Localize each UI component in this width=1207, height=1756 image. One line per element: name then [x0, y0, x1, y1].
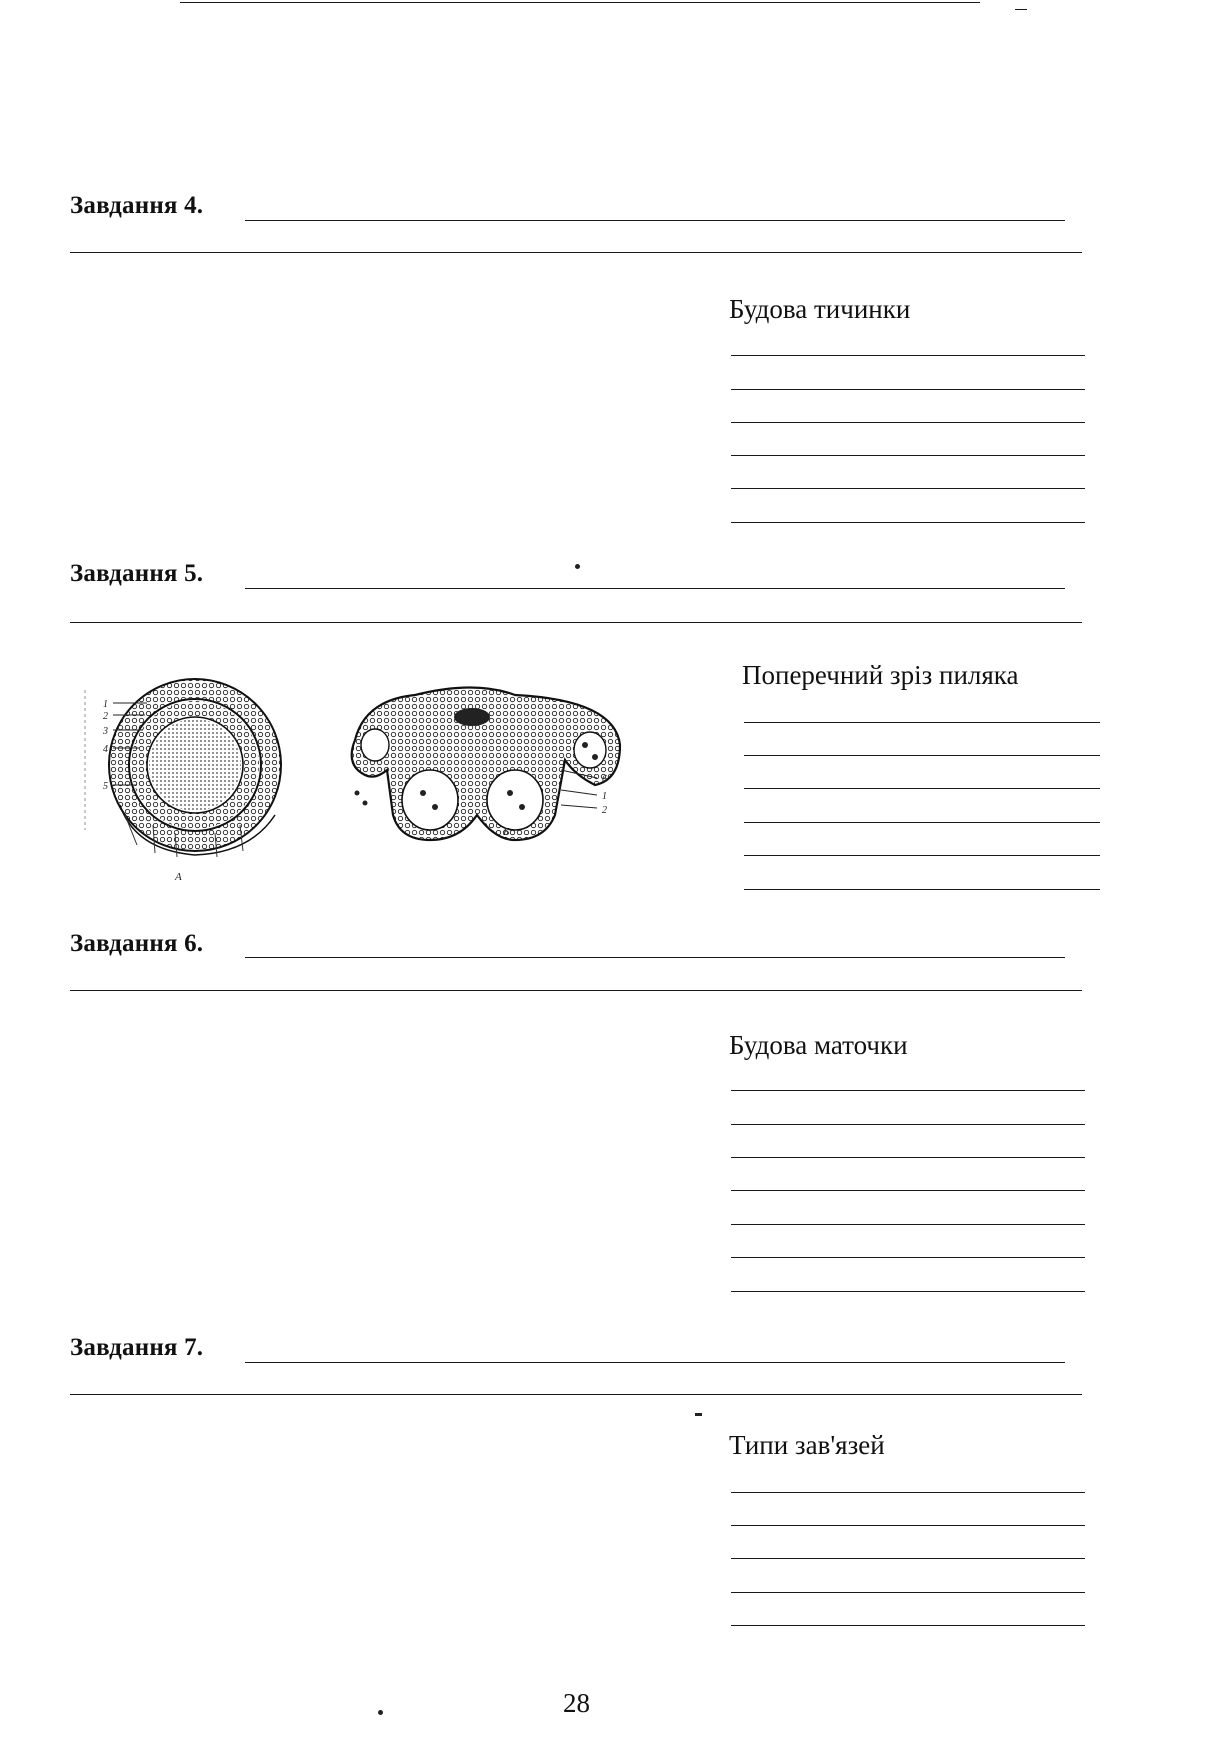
top-rule-dash: [1015, 9, 1027, 10]
task-7-label: Завдання 7.: [70, 1334, 204, 1361]
task-5-line[interactable]: [744, 889, 1100, 890]
panel-a-label: А: [175, 871, 182, 883]
task-6-line[interactable]: [731, 1157, 1085, 1158]
task-7-answer-line[interactable]: [245, 1362, 1065, 1363]
task-6-answer-line-2[interactable]: [70, 990, 1082, 991]
task-6-line[interactable]: [731, 1224, 1085, 1225]
task-7-caption: Типи зав'язей: [729, 1430, 885, 1460]
task-7-line[interactable]: [731, 1525, 1085, 1526]
task-7-answer-line-2[interactable]: [70, 1394, 1082, 1395]
task-5-label: Завдання 5.: [70, 560, 204, 587]
panel-b-anther: [352, 688, 620, 841]
task-4-line[interactable]: [731, 355, 1085, 356]
panel-b-label: Б: [503, 826, 510, 838]
task-4-line[interactable]: [731, 422, 1085, 423]
task-5-answer-line[interactable]: [245, 588, 1065, 589]
task-4-answer-line-2[interactable]: [70, 252, 1082, 253]
task-7-line[interactable]: [731, 1592, 1085, 1593]
task-4-line[interactable]: [731, 389, 1085, 390]
task-4-answer-line[interactable]: [245, 220, 1065, 221]
task-6-line[interactable]: [731, 1257, 1085, 1258]
scan-speck: [575, 564, 580, 569]
task-6-line[interactable]: [731, 1190, 1085, 1191]
task-6-answer-line[interactable]: [245, 957, 1065, 958]
task-6-caption: Будова маточки: [729, 1030, 908, 1060]
page-number: 28: [563, 1688, 590, 1718]
task-5-line[interactable]: [744, 755, 1100, 756]
task-4-label: Завдання 4.: [70, 192, 204, 219]
callout-a-1: 1: [103, 699, 108, 710]
callout-b-6: 6: [602, 774, 607, 785]
callout-b-1: 1: [602, 791, 607, 802]
task-7-line[interactable]: [731, 1558, 1085, 1559]
panel-a-pollen-sac: [85, 679, 281, 857]
callout-a-4: 4: [103, 744, 108, 755]
scan-speck: [378, 1710, 383, 1715]
task-5-answer-line-2[interactable]: [70, 622, 1082, 623]
task-7-line[interactable]: [731, 1492, 1085, 1493]
task-4-caption: Будова тичинки: [729, 294, 911, 324]
task-5-line[interactable]: [744, 822, 1100, 823]
task-6-label: Завдання 6.: [70, 930, 204, 957]
task-5-line[interactable]: [744, 722, 1100, 723]
task-5-line[interactable]: [744, 788, 1100, 789]
task-6-line[interactable]: [731, 1090, 1085, 1091]
anther-cross-section-figure: [75, 675, 645, 895]
task-5-line[interactable]: [744, 855, 1100, 856]
callout-a-2: 2: [103, 711, 108, 722]
task-4-line[interactable]: [731, 455, 1085, 456]
scan-mark: [695, 1413, 702, 1416]
top-rule: [180, 2, 980, 3]
task-6-line[interactable]: [731, 1124, 1085, 1125]
task-7-line[interactable]: [731, 1625, 1085, 1626]
task-6-line[interactable]: [731, 1291, 1085, 1292]
callout-a-5: 5: [103, 781, 108, 792]
callout-a-3: 3: [103, 726, 108, 737]
task-4-line[interactable]: [731, 488, 1085, 489]
callout-b-2: 2: [602, 805, 607, 816]
task-4-line[interactable]: [731, 522, 1085, 523]
task-5-caption: Поперечний зріз пиляка: [742, 660, 1019, 690]
